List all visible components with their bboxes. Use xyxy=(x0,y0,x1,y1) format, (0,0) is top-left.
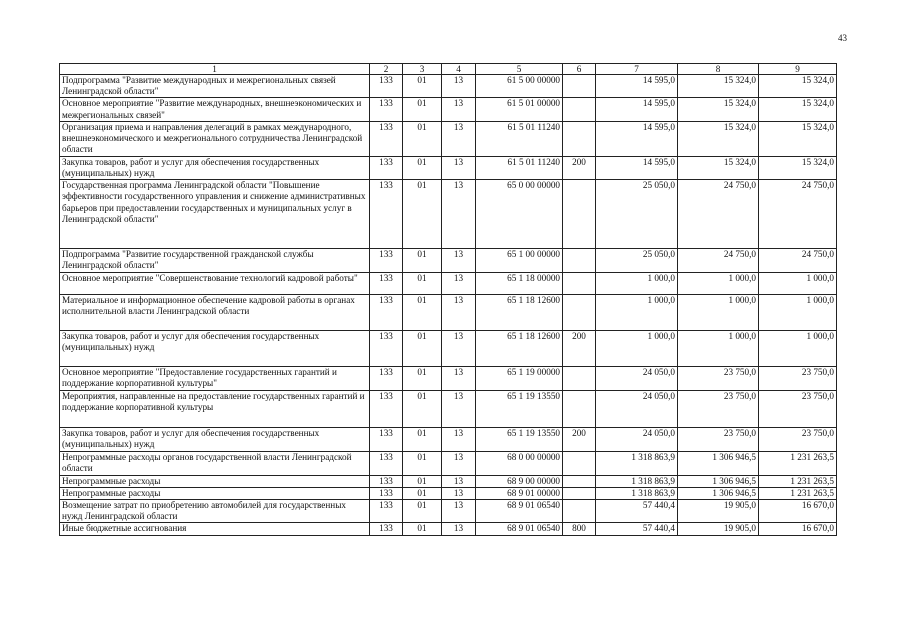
row-value-8: 19 905,0 xyxy=(678,500,759,523)
row-value-7: 24 050,0 xyxy=(596,427,678,451)
row-code-2: 133 xyxy=(370,121,403,156)
row-value-8: 24 750,0 xyxy=(678,180,759,249)
table-row xyxy=(60,390,837,427)
row-code-3: 01 xyxy=(403,294,442,330)
table-row xyxy=(60,427,837,451)
row-value-9: 1 231 263,5 xyxy=(759,451,837,475)
row-name: Непрограммные расходы xyxy=(60,475,370,487)
row-value-7: 57 440,4 xyxy=(596,523,678,535)
row-value-7: 1 318 863,9 xyxy=(596,475,678,487)
row-code-2: 133 xyxy=(370,427,403,451)
table-row xyxy=(60,98,837,121)
row-code-6 xyxy=(563,500,596,523)
table-row xyxy=(60,523,837,535)
row-name: Мероприятия, направленные на предоставление государственных гарантий и поддержание корпоративной культуры xyxy=(60,390,370,427)
row-code-3: 01 xyxy=(403,98,442,121)
row-value-9: 15 324,0 xyxy=(759,121,837,156)
row-code-3: 01 xyxy=(403,121,442,156)
row-value-9: 1 231 263,5 xyxy=(759,487,837,499)
row-code-2: 133 xyxy=(370,451,403,475)
column-header: 1 xyxy=(60,64,370,75)
row-value-9: 23 750,0 xyxy=(759,390,837,427)
row-name: Основное мероприятие "Развитие международных, внешнеэкономических и межрегиональных связей" xyxy=(60,98,370,121)
row-value-9: 1 231 263,5 xyxy=(759,475,837,487)
row-name: Подпрограмма "Развитие государственной гражданской службы Ленинградской области" xyxy=(60,249,370,272)
row-name: Закупка товаров, работ и услуг для обеспечения государственных (муниципальных) нужд xyxy=(60,156,370,179)
row-code-6 xyxy=(563,180,596,249)
table-row xyxy=(60,330,837,366)
row-code-6 xyxy=(563,366,596,390)
row-code-5: 61 5 01 00000 xyxy=(476,98,563,121)
row-code-3: 01 xyxy=(403,75,442,98)
row-code-3: 01 xyxy=(403,487,442,499)
row-code-5: 61 5 00 00000 xyxy=(476,75,563,98)
row-code-4: 13 xyxy=(442,390,476,427)
row-value-7: 1 000,0 xyxy=(596,330,678,366)
row-value-8: 15 324,0 xyxy=(678,156,759,179)
row-code-6 xyxy=(563,475,596,487)
column-header: 2 xyxy=(370,64,403,75)
row-code-3: 01 xyxy=(403,390,442,427)
row-code-4: 13 xyxy=(442,98,476,121)
row-value-7: 14 595,0 xyxy=(596,156,678,179)
row-code-4: 13 xyxy=(442,330,476,366)
row-value-8: 1 000,0 xyxy=(678,272,759,294)
row-code-3: 01 xyxy=(403,366,442,390)
row-value-9: 16 670,0 xyxy=(759,523,837,535)
row-value-9: 1 000,0 xyxy=(759,272,837,294)
row-value-8: 1 306 946,5 xyxy=(678,475,759,487)
row-code-5: 65 1 18 12600 xyxy=(476,330,563,366)
column-header: 4 xyxy=(442,64,476,75)
row-value-7: 14 595,0 xyxy=(596,121,678,156)
row-value-9: 1 000,0 xyxy=(759,294,837,330)
row-code-5: 61 5 01 11240 xyxy=(476,156,563,179)
row-value-9: 24 750,0 xyxy=(759,249,837,272)
row-code-6: 200 xyxy=(563,427,596,451)
row-code-3: 01 xyxy=(403,475,442,487)
row-code-5: 68 9 01 06540 xyxy=(476,500,563,523)
header-row xyxy=(60,64,837,75)
row-code-2: 133 xyxy=(370,475,403,487)
row-code-5: 65 1 19 00000 xyxy=(476,366,563,390)
row-code-3: 01 xyxy=(403,249,442,272)
row-code-3: 01 xyxy=(403,427,442,451)
row-name: Подпрограмма "Развитие международных и межрегиональных связей Ленинградской области" xyxy=(60,75,370,98)
table-row xyxy=(60,75,837,98)
row-code-2: 133 xyxy=(370,294,403,330)
table-row xyxy=(60,249,837,272)
row-code-6 xyxy=(563,451,596,475)
row-name: Непрограммные расходы xyxy=(60,487,370,499)
row-value-8: 15 324,0 xyxy=(678,98,759,121)
row-code-2: 133 xyxy=(370,75,403,98)
row-code-3: 01 xyxy=(403,523,442,535)
row-code-5: 68 9 01 06540 xyxy=(476,523,563,535)
row-code-6 xyxy=(563,272,596,294)
table-row xyxy=(60,121,837,156)
row-code-2: 133 xyxy=(370,98,403,121)
row-value-7: 25 050,0 xyxy=(596,249,678,272)
row-code-5: 65 1 18 12600 xyxy=(476,294,563,330)
row-code-2: 133 xyxy=(370,180,403,249)
row-code-2: 133 xyxy=(370,390,403,427)
row-code-2: 133 xyxy=(370,366,403,390)
row-code-3: 01 xyxy=(403,500,442,523)
row-name: Материальное и информационное обеспечение кадровой работы в органах исполнительной власти Ленинградской области xyxy=(60,294,370,330)
row-code-5: 68 9 00 00000 xyxy=(476,475,563,487)
row-code-4: 13 xyxy=(442,249,476,272)
row-name: Непрограммные расходы органов государственной власти Ленинградской области xyxy=(60,451,370,475)
row-value-8: 15 324,0 xyxy=(678,121,759,156)
row-name: Организация приема и направления делегаций в рамках международного, внешнеэкономического и межрегионального сотрудничества Ленинградской области xyxy=(60,121,370,156)
row-value-8: 23 750,0 xyxy=(678,427,759,451)
row-value-9: 15 324,0 xyxy=(759,98,837,121)
row-name: Закупка товаров, работ и услуг для обеспечения государственных (муниципальных) нужд xyxy=(60,427,370,451)
column-header: 5 xyxy=(476,64,563,75)
row-value-9: 16 670,0 xyxy=(759,500,837,523)
row-value-9: 15 324,0 xyxy=(759,156,837,179)
row-code-3: 01 xyxy=(403,156,442,179)
row-code-3: 01 xyxy=(403,180,442,249)
table-row xyxy=(60,180,837,249)
row-code-2: 133 xyxy=(370,523,403,535)
row-code-4: 13 xyxy=(442,180,476,249)
row-code-6 xyxy=(563,294,596,330)
row-value-8: 23 750,0 xyxy=(678,366,759,390)
row-value-7: 1 000,0 xyxy=(596,272,678,294)
row-value-9: 1 000,0 xyxy=(759,330,837,366)
row-code-4: 13 xyxy=(442,523,476,535)
row-name: Возмещение затрат по приобретению автомобилей для государственных нужд Ленинградской области xyxy=(60,500,370,523)
row-name: Основное мероприятие "Предоставление государственных гарантий и поддержание корпоративной культуры" xyxy=(60,366,370,390)
row-code-6 xyxy=(563,121,596,156)
row-code-2: 133 xyxy=(370,156,403,179)
row-code-6 xyxy=(563,390,596,427)
row-code-4: 13 xyxy=(442,475,476,487)
row-code-6: 800 xyxy=(563,523,596,535)
row-code-2: 133 xyxy=(370,330,403,366)
row-value-7: 25 050,0 xyxy=(596,180,678,249)
table-row xyxy=(60,156,837,179)
row-value-7: 24 050,0 xyxy=(596,390,678,427)
row-value-7: 14 595,0 xyxy=(596,75,678,98)
row-value-8: 19 905,0 xyxy=(678,523,759,535)
row-name: Иные бюджетные ассигнования xyxy=(60,523,370,535)
row-value-8: 24 750,0 xyxy=(678,249,759,272)
column-header: 7 xyxy=(596,64,678,75)
row-value-9: 23 750,0 xyxy=(759,427,837,451)
table-row xyxy=(60,272,837,294)
row-name: Закупка товаров, работ и услуг для обеспечения государственных (муниципальных) нужд xyxy=(60,330,370,366)
row-value-8: 1 306 946,5 xyxy=(678,487,759,499)
row-code-6 xyxy=(563,249,596,272)
column-header: 3 xyxy=(403,64,442,75)
row-code-6 xyxy=(563,487,596,499)
row-value-8: 23 750,0 xyxy=(678,390,759,427)
row-code-6: 200 xyxy=(563,156,596,179)
row-code-4: 13 xyxy=(442,294,476,330)
row-value-7: 1 000,0 xyxy=(596,294,678,330)
row-code-4: 13 xyxy=(442,451,476,475)
row-value-7: 1 318 863,9 xyxy=(596,451,678,475)
page-number: 43 xyxy=(838,33,847,43)
table-row xyxy=(60,451,837,475)
table-row xyxy=(60,366,837,390)
row-code-5: 68 0 00 00000 xyxy=(476,451,563,475)
row-code-5: 65 1 19 13550 xyxy=(476,427,563,451)
table-row xyxy=(60,500,837,523)
row-code-4: 13 xyxy=(442,500,476,523)
row-code-2: 133 xyxy=(370,500,403,523)
row-code-2: 133 xyxy=(370,487,403,499)
table-row xyxy=(60,294,837,330)
row-value-7: 14 595,0 xyxy=(596,98,678,121)
row-code-5: 65 1 19 13550 xyxy=(476,390,563,427)
row-value-7: 57 440,4 xyxy=(596,500,678,523)
column-header: 9 xyxy=(759,64,837,75)
row-name: Государственная программа Ленинградской области "Повышение эффективности государственного управления и снижение административных барьеров при предоставлении государственных и муниципальных услуг в Ленинградской области" xyxy=(60,180,370,249)
row-value-8: 1 306 946,5 xyxy=(678,451,759,475)
row-value-8: 1 000,0 xyxy=(678,330,759,366)
row-code-4: 13 xyxy=(442,272,476,294)
row-code-5: 65 0 00 00000 xyxy=(476,180,563,249)
column-header: 8 xyxy=(678,64,759,75)
row-code-6 xyxy=(563,98,596,121)
row-code-5: 68 9 01 00000 xyxy=(476,487,563,499)
row-code-4: 13 xyxy=(442,366,476,390)
row-code-6: 200 xyxy=(563,330,596,366)
row-value-7: 1 318 863,9 xyxy=(596,487,678,499)
row-code-4: 13 xyxy=(442,487,476,499)
table-row xyxy=(60,487,837,499)
row-value-8: 1 000,0 xyxy=(678,294,759,330)
row-code-2: 133 xyxy=(370,272,403,294)
row-code-4: 13 xyxy=(442,121,476,156)
row-code-3: 01 xyxy=(403,330,442,366)
row-code-4: 13 xyxy=(442,156,476,179)
row-name: Основное мероприятие "Совершенствование технологий кадровой работы" xyxy=(60,272,370,294)
row-code-4: 13 xyxy=(442,427,476,451)
row-code-5: 65 1 00 00000 xyxy=(476,249,563,272)
budget-table xyxy=(59,63,837,536)
row-code-3: 01 xyxy=(403,451,442,475)
table-row xyxy=(60,475,837,487)
row-value-9: 23 750,0 xyxy=(759,366,837,390)
row-code-5: 65 1 18 00000 xyxy=(476,272,563,294)
row-value-9: 24 750,0 xyxy=(759,180,837,249)
row-value-8: 15 324,0 xyxy=(678,75,759,98)
row-value-7: 24 050,0 xyxy=(596,366,678,390)
row-code-3: 01 xyxy=(403,272,442,294)
row-code-2: 133 xyxy=(370,249,403,272)
row-code-4: 13 xyxy=(442,75,476,98)
row-code-5: 61 5 01 11240 xyxy=(476,121,563,156)
column-header: 6 xyxy=(563,64,596,75)
row-value-9: 15 324,0 xyxy=(759,75,837,98)
row-code-6 xyxy=(563,75,596,98)
